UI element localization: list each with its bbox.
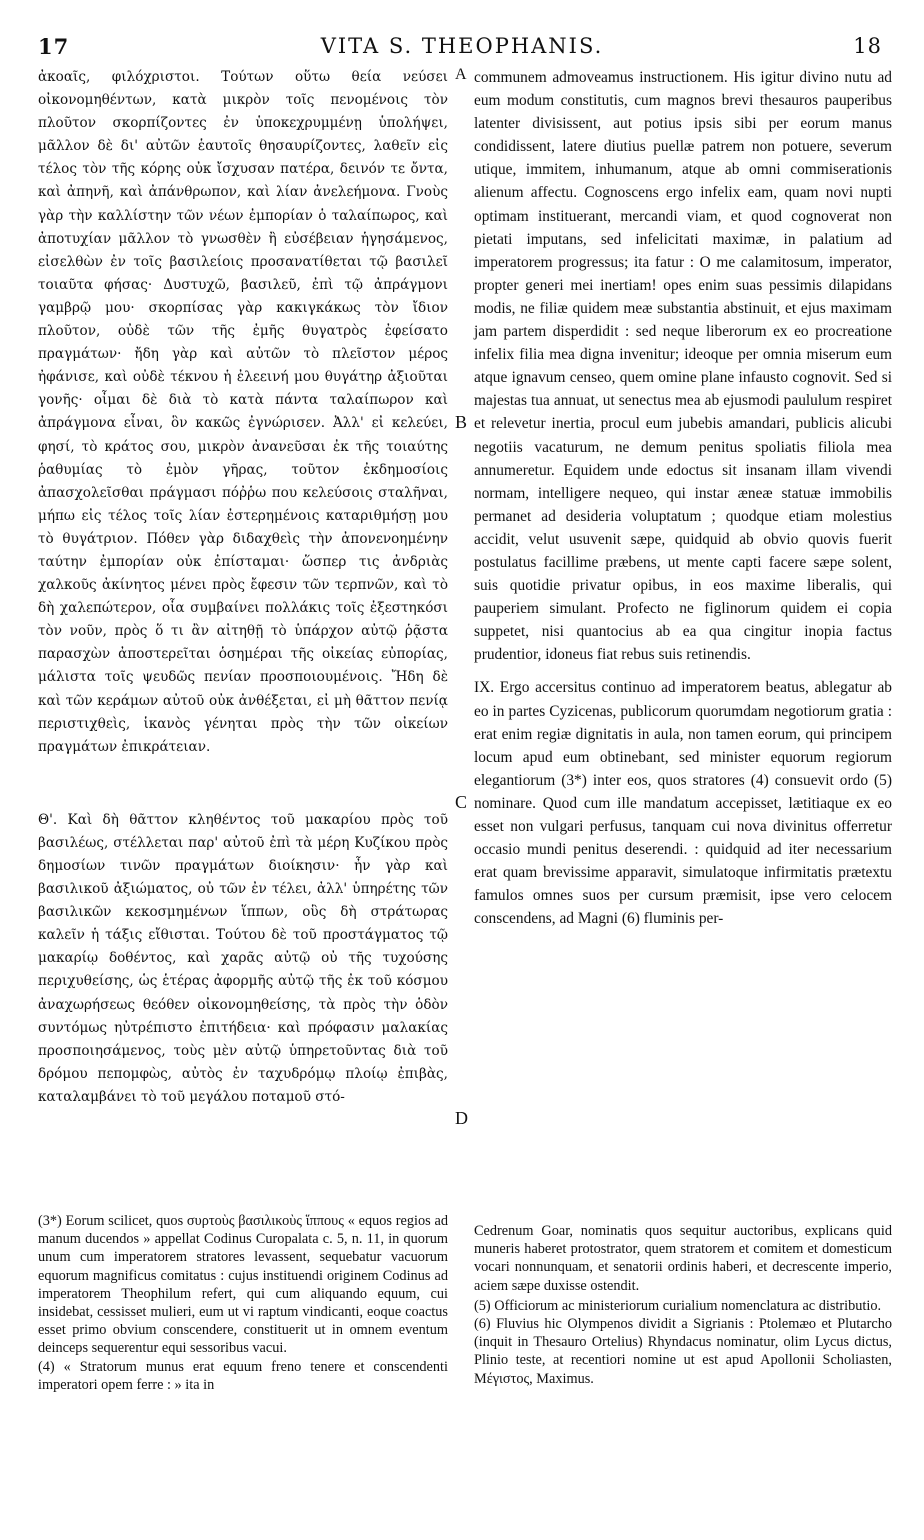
greek-paragraph-1: ἀκοαῖς, φιλόχριστοι. Τούτων οὕτω θεία νεύσει οἰκονομηθέντων, κατὰ μικρὸν τοῖς πενομένοις τὸν πλοῦτον σκορπίζοντες ἐν ὑποκεχρυμμένῃ ὑπολήψει, μᾶλλον δὲ δι' αὐτῶν ἑαυτοῖς θησαυρίζοντες, λαθεῖν εἰς τέλος τὸν τῆς κόρης οὐκ ἴσχυσαν πατέρα, δεινόν τε ὄντα, καὶ ἀπηνῆ, καὶ ἀπάνθρωπον, καὶ λίαν ἀνελεήμονα. Γνοὺς γὰρ τὴν καλλίστην τῶν νέων ἐμπορίαν ὁ ταλαίπωρος, καὶ ἀποτυχίαν μᾶλλον τὸ γνωσθὲν ἢ εὐσέβειαν ἡγησάμενος, εἰσελθὼν ἐν τοῖς βασιλείοις προσανατίθεται τῷ βασιλεῖ τοιαῦτα φήσας· Δυστυχῶ, βασιλεῦ, ἐπὶ τῷ ἀπράγμονι γαμβρῷ μου· σκορπίσας γὰρ κακιγκάκως τὸν ἴδιον πλοῦτον, οὐδὲ τῶν τῆς ἐμῆς θυγατρὸς ἐφείσατο πραγμάτων· ἤδη γὰρ καὶ αὐτῶν τὸ πλεῖστον μέρος ἠφάνισε, καὶ οὐδὲ τέκνου ἡ ἐλεεινή μου θυγάτηρ ἀξιοῦται γονῆς· οἶμαι δὲ διὰ τὸ κατὰ πάντα ταλαίπωρον καὶ ἀπράγμονα εἶναι, ὃν κακῶς ἐγνώρισεν. Ἀλλ' εἰ κελεύει, φησί, τὸ κράτος σου, μικρὸν ἀνανεῦσαι ἐκ τῆς τοιαύτης ῥαθυμίας τὸ ἐμὸν γῆρας, τοῦτον ἐκδημοσίοις ἀπασχολεῖσθαι πράγμασι πόῤῥω που κελεύσοις σταλῆναι, μήπω εἰς τέλος τοῖς λίαν ἐστερημένοις καταριθμήσῃ μου τὸ θυγάτριον. Πόθεν γὰρ διδαχθεὶς τὴν ἀπονενοημένην ταύτην ἐμπορίαν οὐκ ἐπίσταμαι· ὥσπερ τις ἀνδριὰς χαλκοῦς ἀκίνητος μένει πρὸς ἔφεσιν τῶν τερπνῶν, καὶ τὸ δὴ χαλεπώτερον, οἷα συμβαίνει πολλάκις τοῖς ἐξεστηκόσι τὸν νοῦν, πρὸς ὅ τι ἂν αἰτηθῇ τὸ ὑπάρχον αὐτῷ ῥᾷστα παρασχὼν ἀποστερεῖται ὁσημέραι τῆς οἰκείας εὐπορίας, μάλιστα τοῖς ψευδῶς πενίαν προσποιουμένοις. Ἤδη δὲ καὶ τῶν κεράμων αὐτοῦ οὐκ ἀνθέξεται, εἰ μὴ θᾶττον πενίᾳ περιστιχθεὶς, ἱκανὸς γένηται πρὸς τὴν τῶν οἰκείων πραγμάτων ἐπικράτειαν.: [38, 69, 448, 755]
latin-paragraph-2: IX. Ergo accersitus continuo ad imperatorem beatus, ablegatur ab eo in partes Cyzicenas, publicorum quorumdam negotiorum gratia : erat enim regiæ dignitatis in aula, non tamen eorum, qui principem locum apud eum obtinebant, sed minister equorum regiorum elegantiorum (3*) inter eos, quos stratores (4) consuevit ordo (5) nominare. Quod cum ille mandatum accepisset, lætitiaque ex eo esset non vulgari perfusus, tanquam cui nova divinitus offerretur occasio mundi penitus deserendi. : quidquid ad iter necessarium erat quam brevissime apparavit, simulatoque infirmitatis prætextu famulos omnes suos per cursum præmisit, ipse vero celocem conscendens, ad Magni (6) fluminis per-: [474, 679, 892, 928]
running-title: VITA S. THEOPHANIS.: [320, 34, 604, 58]
margin-marker-b: B: [455, 412, 468, 432]
page-number-right: 18: [853, 34, 882, 58]
page-number-left: 17: [38, 34, 70, 59]
footnote-continuation: Cedrenum Goar, nominatis quos sequitur auctoribus, explicans quid muneris haberet protostrator, quem stratorem et comitem et domesticum vocari nonnunquam, et senatorii ordinis haberi, et decrescente imperio, aciem sæpe duxisse ostendit.: [474, 1223, 892, 1294]
footnotes-right: [474, 1222, 892, 1388]
footnotes-left: [38, 1212, 448, 1394]
footnote-5: (5) Officiorum ac ministeriorum curialium nomenclatura ac distributio.: [474, 1297, 882, 1314]
margin-marker-d: D: [455, 1108, 468, 1128]
greek-paragraph-2: Θ'. Καὶ δὴ θᾶττον κληθέντος τοῦ μακαρίου πρὸς τοῦ βασιλέως, στέλλεται παρ' αὐτοῦ ἐπὶ τὰ μέρη Κυζίκου πρὸς δημοσίων τινῶν πραγμάτων διοίκησιν· ἦν γὰρ καὶ βασιλικοῦ ἀξιώματος, οὐ τῶν ἐν τέλει, ἀλλ' ὑπηρέτης τῶν βασιλικῶν κεκοσμημένων ἵππων, οὓς δὴ στράτωρας καλεῖν ἡ τάξις εἴθισται. Τούτου δὲ τοῦ προστάγματος τῷ μακαρίῳ δοθέντος, καὶ χαρᾶς αὐτῷ οὐ τῆς τυχούσης περιχυθείσης, ὡς ἑτέρας ἀφορμῆς αὐτῷ τῆς ἐκ τοῦ κόσμου ἀναχωρήσεως θεόθεν οἰκονομηθείσης, τὰ πρὸς τὴν ὁδὸν συντόμως ηὐτρέπιστο ἐπιτήδεια· καὶ πρόφασιν μαλακίας προσποιησάμενος, τοὺς μὲν αὐτῷ ὑπηρετοῦντας διὰ τοῦ δρόμου πεπομφὼς, αὐτὸς ἐν ταχυδρόμῳ πλοίῳ ἐπιβὰς, καταλαμβάνει τὸ τοῦ μεγάλου ποταμοῦ στό-: [38, 811, 448, 1105]
latin-column: [474, 66, 892, 930]
footnote-6: (6) Fluvius hic Olympenos dividit a Sigrianis : Ptolemæo et Plutarcho (inquit in Thesauro Ortelius) Rhyndacus nominatur, olim Lycus dictus, Plinio teste, at recentiori nomine ut est apud Apollonii Scholiasten, Μέγιστος, Maximus.: [474, 1316, 892, 1387]
footnote-4: (4) « Stratorum munus erat equum freno tenere et conscendenti imperatori opem ferre : » ita in: [38, 1358, 448, 1393]
footnote-3: (3*) Eorum scilicet, quos συρτοὺς βασιλικοὺς ἵππους « equos regios ad manum ducendos » appellat Codinus Curopalata c. 5, n. 11, in quorum unum cum imperatorem stratores levassent, sequebatur vacuorum equorum magnificus comitatus : cujus instituendi originem Codinus ad imperatorem Theophilum refert, qui cum aliquando equum, cui insidebat, cessisset mulieri, eum ut vi raptum vindicanti, eoque coactus esset primo obvium conscendere, constituerit ut in omnem eventum deinceps sequerentur equi sessoribus vacui.: [38, 1213, 448, 1357]
greek-column: [38, 66, 448, 1109]
margin-marker-c: C: [455, 792, 468, 812]
latin-paragraph-1: communem admoveamus instructionem. His igitur divino nutu ad eum modum constitutis, cum magnos brevi thesauros pauperibus latenter divisissent, aut potius ipsis sibi per eorum manus condidissent, latere diutius puellæ patrem non potuere, severum utique, immitem, inhumanum, atque ab omni commiserationis alienum affectu. Cognoscens ergo infelix eam, quam novi nupti optimam instituerant, mercandi viam, et quod cognoverat non pietati imputans, sed infelicitati maximæ, in palatium ad imperatorem progressus; ita fatur : O me calamitosum, imperator, propter generi mei inertiam! opes enim suas pessimis dilapidans modis, ne filiæ quidem meæ substantia abstinuit, et ejus maximam jam partem disperdidit : sed neque liberorum ex eo procreatione infelix filia mea digna invenitur; ideoque per omnia miserum eum atque ignavum censeo, quem omine plane infausto cognovit. Sed si majestas tua annuat, ut senectus mea ab ejusmodi paululum respiret et relevetur inertia, procul eum jubebis amandari, publicis alicubi negotiis vacaturum, ne demum penitus spoliatis filiola mea annumeretur. Equidem unde edoctus sit insanam illam vivendi normam, intelligere nequeo, qui instar æneæ statuæ immobilis permanet ad desideria voluptatum ; quodque etiam molestius accidit, velut usuvenit sæpe, quidquid ab obvio quovis fuerit postulatus facillime præbens, ut mente capti facere sæpe solent, suis quotidie privatur opibus, in eos maxime liberalis, qui pauperiem simulant. Profecto ne figlinorum quidem ei copia suppetet, nisi quantocius ab ea qua cingitur inopia factus prudentior, idoneus fiat rebus suis retinendis.: [474, 69, 892, 664]
margin-marker-a: A: [455, 66, 467, 83]
